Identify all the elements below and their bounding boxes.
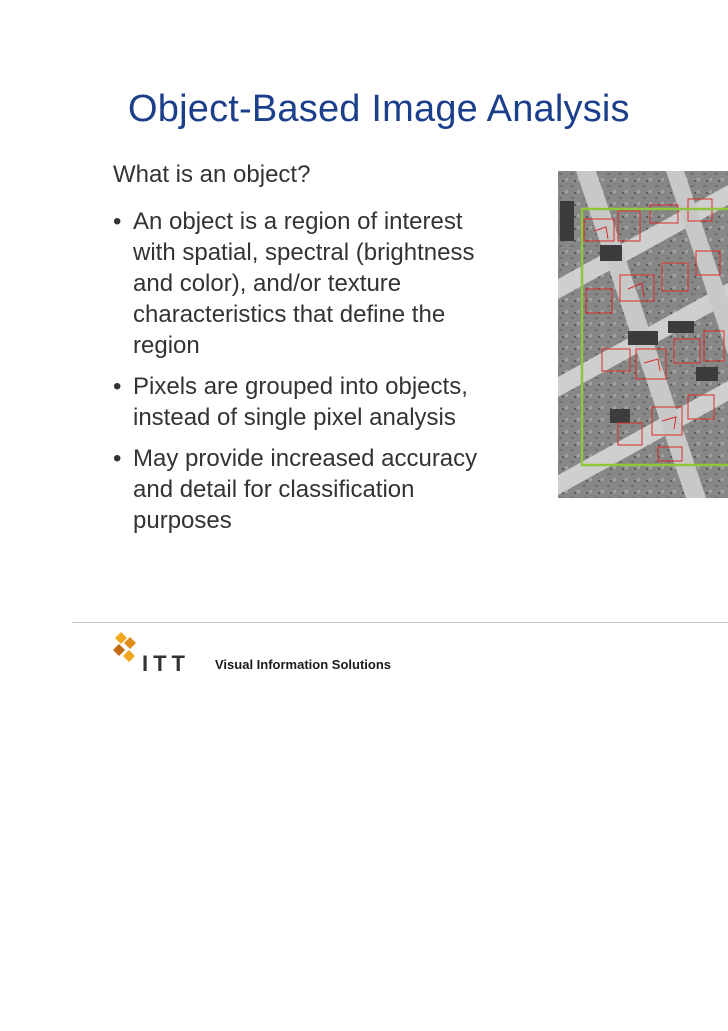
itt-logo-icon [112,632,140,671]
bullet-line: instead of single pixel analysis [133,404,456,431]
logo-text: ITT [142,651,190,676]
footer-tagline: Visual Information Solutions [215,657,391,672]
bullet-item [113,371,543,433]
footer-divider [72,622,728,623]
aerial-image-svg [558,171,728,498]
bullet-dot-icon: • [113,373,122,400]
bullet-list [113,206,543,546]
bullet-item [113,443,543,536]
slide-subtitle: What is an object? [113,161,311,188]
slide-title: Object-Based Image Analysis [128,88,630,130]
bullet-line: region [133,332,200,359]
bullet-line: characteristics that define the [133,301,446,328]
bullet-line: An object is a region of interest [133,208,463,235]
bullet-line: Pixels are grouped into objects, [133,373,468,400]
aerial-segmentation-image [558,171,728,498]
bullet-line: and detail for classification [133,476,415,503]
bullet-dot-icon: • [113,445,122,472]
bullet-dot-icon: • [113,208,122,235]
bullet-line: with spatial, spectral (brightness [133,239,475,266]
bullet-line: May provide increased accuracy [133,445,478,472]
bullet-line: and color), and/or texture [133,270,402,297]
bullet-item [113,206,543,361]
bullet-line: purposes [133,507,232,534]
